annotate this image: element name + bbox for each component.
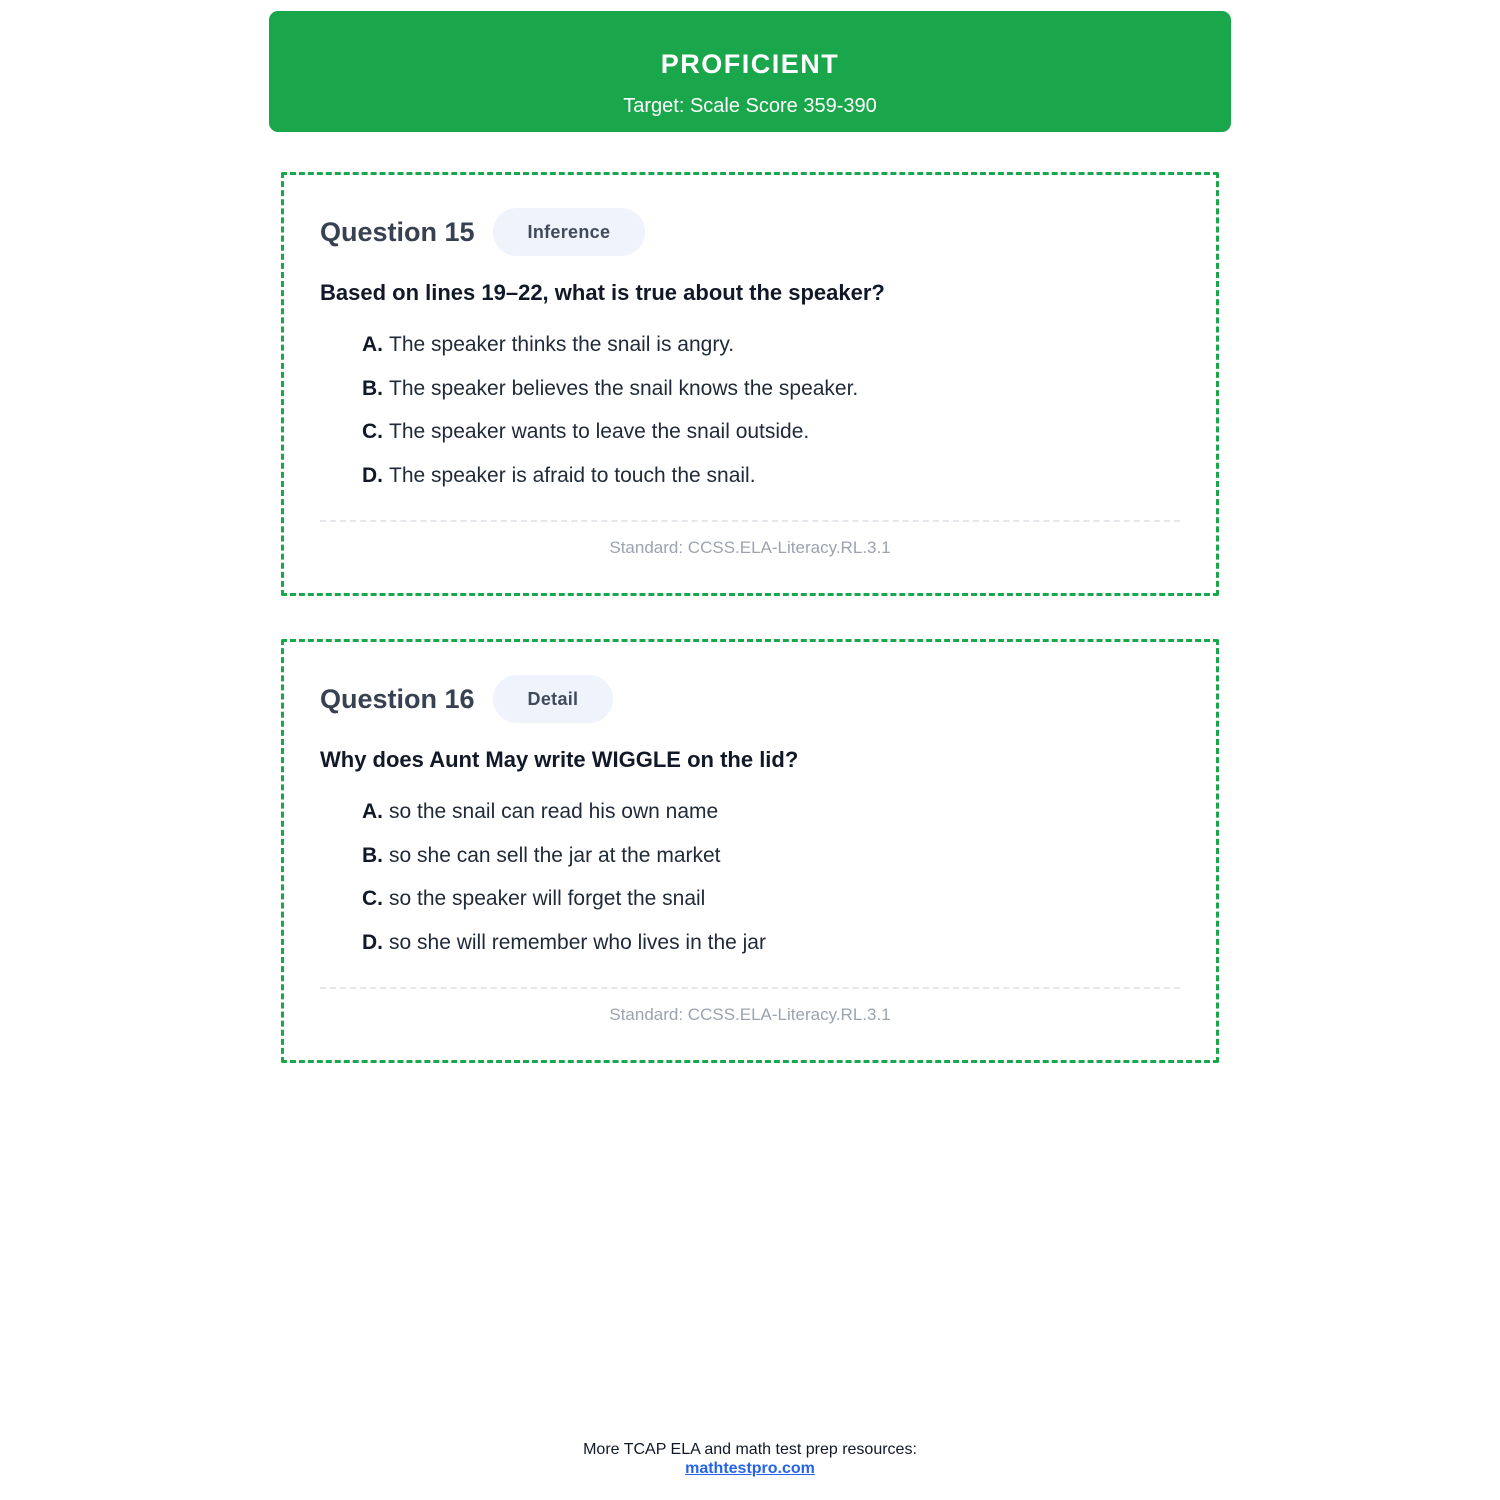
question-text: Why does Aunt May write WIGGLE on the lid? (320, 747, 799, 772)
footer (0, 1440, 1500, 1478)
question-header (320, 674, 613, 724)
question-card (281, 639, 1219, 1063)
answer-option[interactable] (362, 798, 766, 842)
answer-option[interactable] (362, 418, 858, 462)
option-text: The speaker is afraid to touch the snail. (389, 463, 756, 487)
option-text: so she will remember who lives in the jar (389, 930, 766, 954)
answer-option[interactable] (362, 885, 766, 929)
option-letter: C. (362, 887, 383, 910)
answer-option[interactable] (362, 375, 858, 419)
banner-subtitle: Target: Scale Score 359-390 (623, 95, 877, 117)
question-tag: Detail (493, 675, 614, 723)
option-text: The speaker wants to leave the snail outside. (389, 420, 810, 443)
option-letter: D. (362, 930, 383, 954)
answer-option[interactable] (362, 462, 858, 506)
option-letter: A. (362, 800, 383, 823)
question-text: Based on lines 19–22, what is true about the speaker? (320, 280, 885, 305)
answer-option[interactable] (362, 331, 858, 375)
option-text: The speaker thinks the snail is angry. (389, 333, 735, 356)
option-letter: C. (362, 420, 383, 443)
question-tag: Inference (493, 208, 646, 256)
option-text: so the snail can read his own name (389, 800, 719, 823)
option-letter: B. (362, 843, 383, 867)
question-number: Question 15 (320, 217, 475, 247)
answer-option[interactable] (362, 929, 766, 973)
option-text: so the speaker will forget the snail (389, 887, 706, 910)
answer-options (362, 331, 858, 505)
option-text: so she can sell the jar at the market (389, 843, 721, 867)
divider (320, 520, 1180, 522)
standard-label: Standard: CCSS.ELA-Literacy.RL.3.1 (609, 1005, 891, 1024)
divider (320, 987, 1180, 989)
question-number: Question 16 (320, 684, 475, 714)
answer-options (362, 798, 766, 972)
standard-label: Standard: CCSS.ELA-Literacy.RL.3.1 (609, 538, 891, 557)
option-letter: A. (362, 333, 383, 356)
option-text: The speaker believes the snail knows the speaker. (389, 376, 859, 400)
question-header (320, 207, 645, 257)
level-banner (269, 11, 1231, 132)
option-letter: B. (362, 376, 383, 400)
answer-option[interactable] (362, 842, 766, 886)
option-letter: D. (362, 463, 383, 487)
footer-text: More TCAP ELA and math test prep resources: (583, 1441, 917, 1458)
footer-link[interactable]: mathtestpro.com (685, 1460, 815, 1477)
banner-title: PROFICIENT (660, 49, 840, 79)
question-card (281, 172, 1219, 596)
